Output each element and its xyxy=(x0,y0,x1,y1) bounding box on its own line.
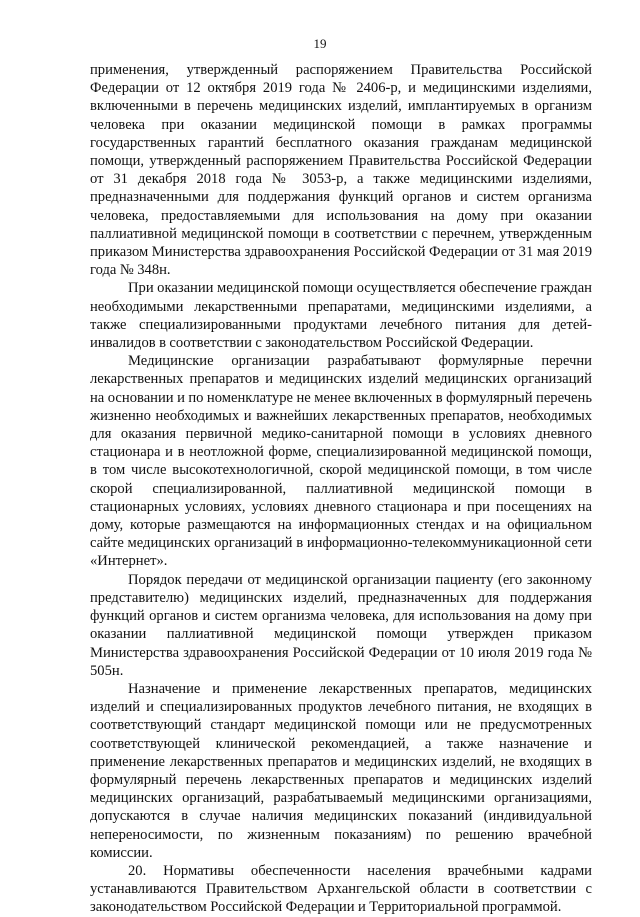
paragraph-device-transfer-procedure: Порядок передачи от медицинской организации пациенту (его законному представителю) медицинских изделий, предназначенных для поддержания функций органов и систем организма человека, для использования на дому при оказании паллиативной медицинской помощи утвержден приказом Министерства здравоохранения Российской Федерации от 10 июля 2019 года № 505н. xyxy=(90,571,592,679)
paragraph-provision-of-drugs: При оказании медицинской помощи осуществляется обеспечение граждан необходимыми лекарственными препаратами, медицинскими изделиями, а также специализированными продуктами лечебного питания для детей-инвалидов в соответствии с законодательством Российской Федерации. xyxy=(90,280,592,352)
paragraph-continuation-devices-list: применения, утвержденный распоряжением Правительства Российской Федерации от 12 октября 2019 года № 2406-р, и медицинскими изделиями, включенными в перечень медицинских изделий, имплантируемых в организм человека при оказании медицинской помощи в рамках программы государственных гарантий бесплатного оказания гражданам медицинской помощи, утвержденный распоряжением Правительства Российской Федерации от 31 декабря 2018 года № 3053-р, а также медицинскими изделиями, предназначенными для поддержания функций органов и систем организма человека, предоставляемыми для использования на дому при оказании паллиативной медицинской помощи в соответствии с перечнем, утвержденным приказом Министерства здравоохранения Российской Федерации от 31 мая 2019 года № 348н. xyxy=(90,62,592,279)
document-body xyxy=(90,61,592,917)
page-number: 19 xyxy=(313,36,327,51)
paragraph-formulary-lists: Медицинские организации разрабатывают формулярные перечни лекарственных препаратов и медицинских изделий медицинских организаций на основании и по номенклатуре не менее включенных в формулярный перечень жизненно необходимых и важнейших лекарственных препаратов, необходимых для оказания первичной медико-санитарной помощи в условиях дневного стационара и в неотложной форме, специализированной медицинской помощи, в том числе высокотехнологичной, скорой медицинской помощи, в том числе скорой специализированной, паллиативной медицинской помощи в стационарных условиях, условиях дневного стационара и при посещениях на дому, которые размещаются на информационных стендах и на официальном сайте медицинских организаций в информационно-телекоммуникационной сети «Интернет». xyxy=(90,353,592,570)
paragraph-staffing-norms: 20. Нормативы обеспеченности населения врачебными кадрами устанавливаются Правительством Архангельской области в соответствии с законодательством Российской Федерации и Территориальной программой. xyxy=(90,862,592,916)
paragraph-prescription-outside-standard: Назначение и применение лекарственных препаратов, медицинских изделий и специализированных продуктов лечебного питания, не входящих в соответствующий стандарт медицинской помощи или не предусмотренных соответствующей клинической рекомендацией, а также назначение и применение лекарственных препаратов и медицинских изделий, не входящих в формулярный перечень лекарственных препаратов и медицинских изделий медицинских организаций, разрабатываемый медицинскими организациями, допускаются в случае наличия медицинских показаний (индивидуальной непереносимости, по жизненным показаниям) по решению врачебной комиссии. xyxy=(90,680,592,861)
